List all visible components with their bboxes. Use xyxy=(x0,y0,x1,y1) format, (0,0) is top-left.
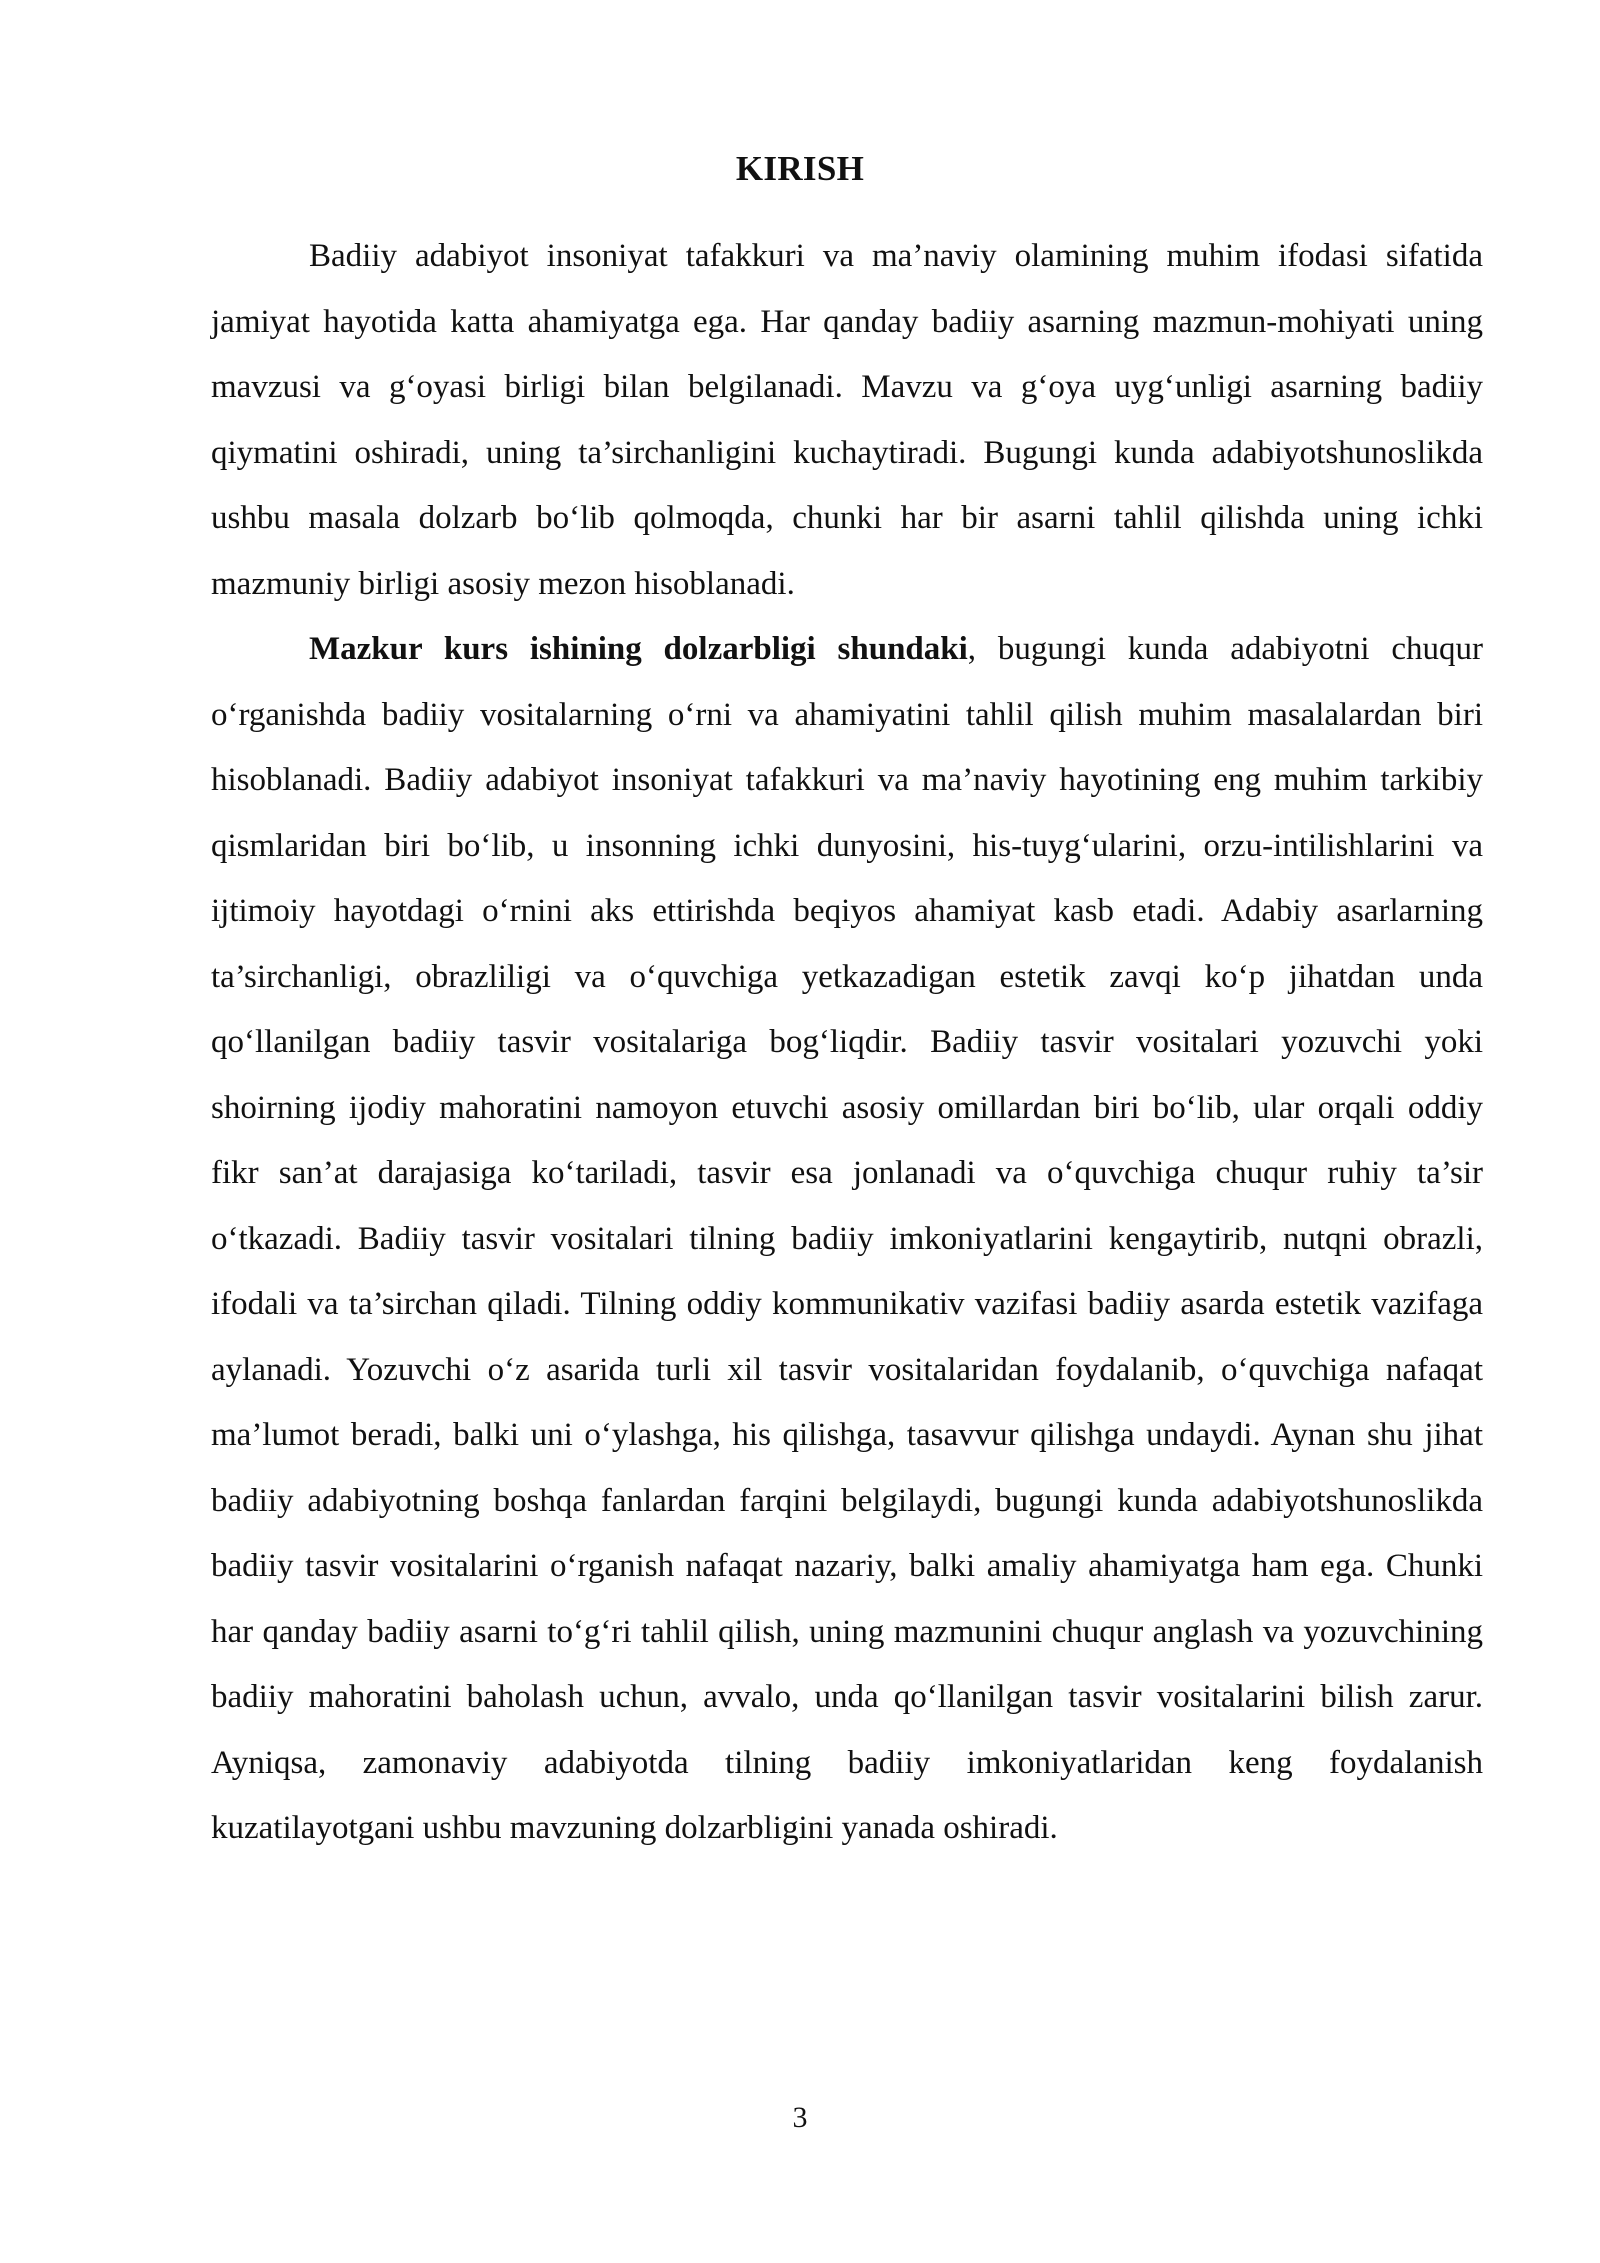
paragraph-relevance xyxy=(211,617,1483,1862)
paragraph-lead-bold: Mazkur kurs ishining dolzarbligi shundaki xyxy=(309,631,968,667)
paragraph-text: Badiiy adabiyot insoniyat tafakkuri va ma’naviy olamining muhim ifodasi sifatida jamiyat hayotida katta ahamiyatga ega. Har qanday badiiy asarning mazmun-mohiyati uning mavzusi va g‘oyasi birligi bilan belgilanadi. Mavzu va g‘oya uyg‘unligi asarning badiiy qiymatini oshiradi, uning ta’sirchanligini kuchaytiradi. Bugungi kunda adabiyotshunoslikda ushbu masala dolzarb bo‘lib qolmoqda, chunki har bir asarni tahlil qilishda uning ichki mazmuniy birligi asosiy mezon hisoblanadi. xyxy=(211,238,1483,602)
paragraph-text: , bugungi kunda adabiyotni chuqur o‘rganishda badiiy vositalarning o‘rni va ahamiyatini tahlil qilish muhim masalalardan biri hisoblanadi. Badiiy adabiyot insoniyat tafakkuri va ma’naviy hayotining eng muhim tarkibiy qismlaridan biri bo‘lib, u insonning ichki dunyosini, his-tuyg‘ularini, orzu-intilishlarini va ijtimoiy hayotdagi o‘rnini aks ettirishda beqiyos ahamiyat kasb etadi. Adabiy asarlarning ta’sirchanligi, obrazliligi va o‘quvchiga yetkazadigan estetik zavqi ko‘p jihatdan unda qo‘llanilgan badiiy tasvir vositalariga bog‘liqdir. Badiiy tasvir vositalari yozuvchi yoki shoirning ijodiy mahoratini namoyon etuvchi asosiy omillardan biri bo‘lib, ular orqali oddiy fikr san’at darajasiga ko‘tariladi, tasvir esa jonlanadi va o‘quvchiga chuqur ruhiy ta’sir o‘tkazadi. Badiiy tasvir vositalari tilning badiiy imkoniyatlarini kengaytirib, nutqni obrazli, ifodali va ta’sirchan qiladi. Tilning oddiy kommunikativ vazifasi badiiy asarda estetik vazifaga aylanadi. Yozuvchi o‘z asarida turli xil tasvir vositalaridan foydalanib, o‘quvchiga nafaqat ma’lumot beradi, balki uni o‘ylashga, his qilishga, tasavvur qilishga undaydi. Aynan shu jihat badiiy adabiyotning boshqa fanlardan farqini belgilaydi, bugungi kunda adabiyotshunoslikda badiiy tasvir vositalarini o‘rganish nafaqat nazariy, balki amaliy ahamiyatga ham ega. Chunki har qanday badiiy asarni to‘g‘ri tahlil qilish, uning mazmunini chuqur anglash va yozuvchining badiiy mahoratini baholash uchun, avvalo, unda qo‘llanilgan tasvir vositalarini bilish zarur. Ayniqsa, zamonaviy adabiyotda tilning badiiy imkoniyatlaridan keng foydalanish kuzatilayotgani ushbu mavzuning dolzarbligini yanada oshiradi. xyxy=(211,631,1483,1846)
page-number: 3 xyxy=(792,2101,808,2134)
paragraph-intro xyxy=(211,224,1483,617)
body-text xyxy=(211,224,1483,1862)
section-heading: KIRISH xyxy=(735,149,865,188)
